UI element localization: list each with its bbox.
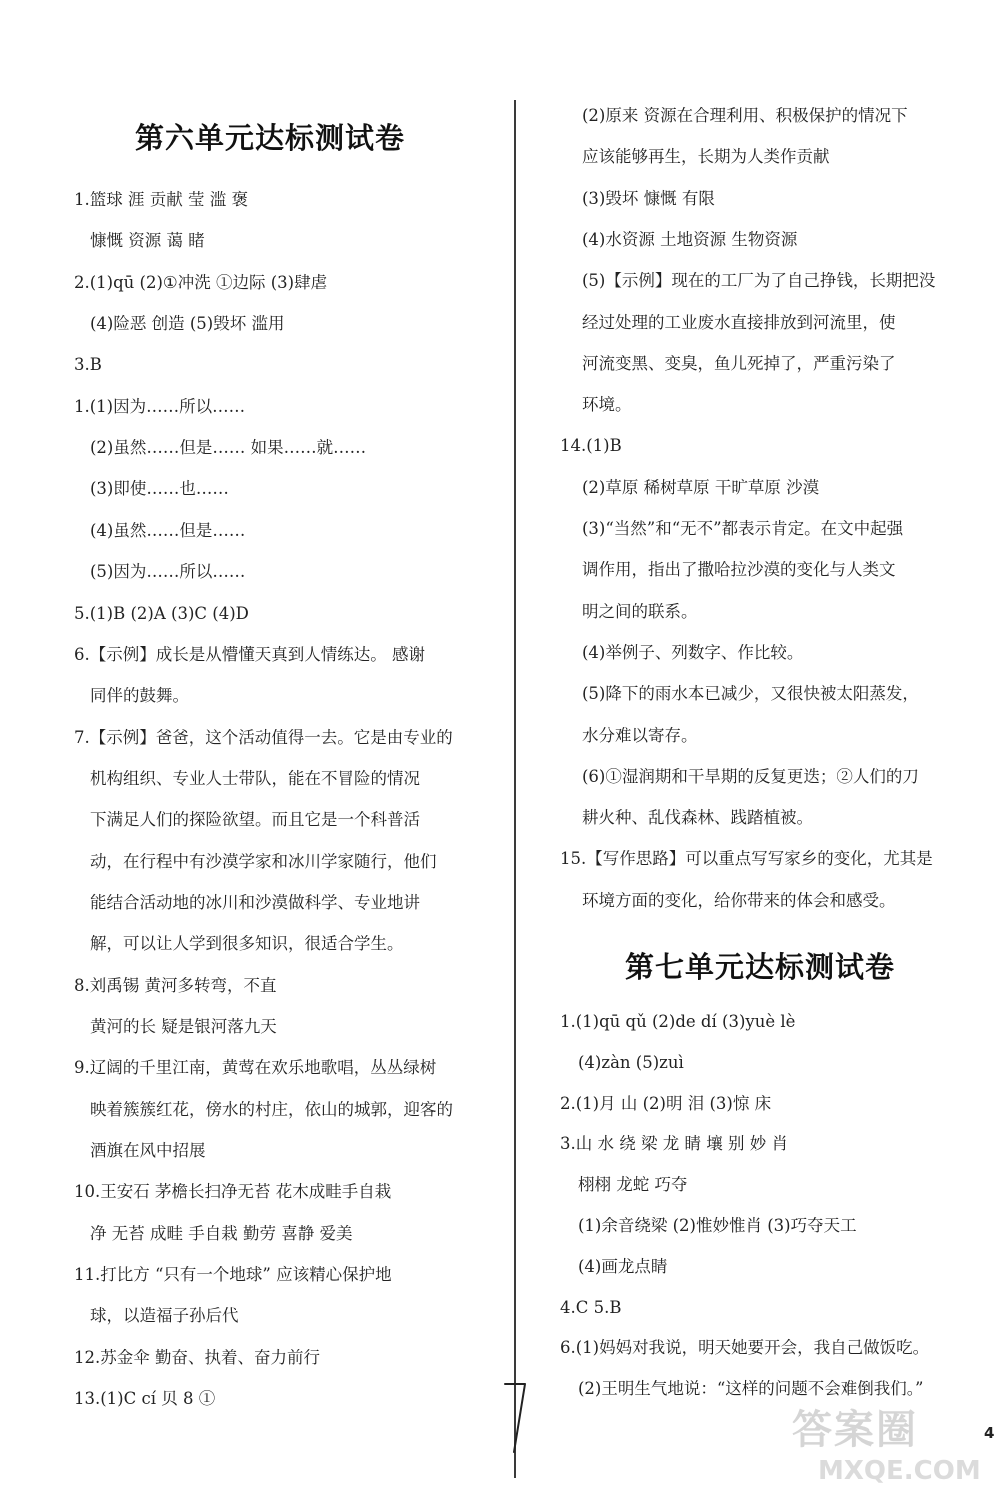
answer-line: (5)因为……所以…… [90,562,246,582]
answer-line: 14.(1)B [560,436,622,456]
answer-line: 9.辽阔的千里江南，黄莺在欢乐地歌唱，丛丛绿树 [74,1058,437,1078]
answer-line: (4)险恶 创造 (5)毁坏 滥用 [90,314,285,334]
unit-7-title: 第七单元达标测试卷 [625,950,896,984]
answer-line: 动，在行程中有沙漠学家和冰川学家随行，他们 [90,851,437,871]
handwritten-page-mark [499,1378,533,1458]
answer-line: 环境方面的变化，给你带来的体会和感受。 [582,890,896,910]
answer-line: 经过处理的工业废水直接排放到河流里，使 [582,312,896,332]
answer-line: 调作用，指出了撒哈拉沙漠的变化与人类文 [582,560,896,580]
answer-line: 6.【示例】成长是从懵懂天真到人情练达。 感谢 [74,644,425,664]
answer-line: 12.苏金伞 勤奋、执着、奋力前行 [74,1347,320,1367]
answer-line: 应该能够再生，长期为人类作贡献 [582,147,830,167]
unit-6-title: 第六单元达标测试卷 [135,121,406,155]
right-column [510,0,1000,1493]
answer-line: 净 无苔 成畦 手自栽 勤劳 喜静 爱美 [90,1223,353,1243]
answer-line: 2.(1)qū (2)①冲洗 ①边际 (3)肆虐 [74,272,328,292]
answer-line: 11.打比方 “只有一个地球” 应该精心保护地 [74,1265,392,1285]
watermark-url: MXQE.COM [818,1456,981,1486]
answer-line: (4)zàn (5)zuì [578,1052,684,1072]
answer-line: 1.篮球 涯 贡献 莹 滥 褒 [74,190,248,209]
answer-line: (2)草原 稀树草原 干旷草原 沙漠 [582,477,820,497]
answer-line: 机构组织、专业人士带队，能在不冒险的情况 [90,768,420,788]
answer-line: (2)虽然……但是…… 如果……就…… [90,438,367,458]
answer-line: 能结合活动地的冰川和沙漠做科学、专业地讲 [90,892,420,912]
answer-line: (2)原来 资源在合理利用、积极保护的情况下 [582,106,908,125]
answer-line: 映着簇簇红花，傍水的村庄，依山的城郭，迎客的 [90,1099,453,1119]
answer-line: 4.C 5.B [560,1297,622,1317]
answer-line: 1.(1)qū qǔ (2)de dí (3)yuè lè [560,1012,796,1031]
answer-line: 环境。 [582,395,632,415]
answer-line: (5)降下的雨水本已减少，又很快被太阳蒸发， [582,684,919,704]
answer-line: (4)水资源 土地资源 生物资源 [582,229,798,249]
answer-line: 6.(1)妈妈对我说，明天她要开会，我自己做饭吃。 [560,1338,930,1358]
answer-line: 2.(1)月 山 (2)明 泪 (3)惊 床 [560,1093,772,1113]
answer-line: (3)“当然”和“无不”都表示肯定。在文中起强 [582,519,904,538]
answer-line: (4)画龙点睛 [578,1256,668,1276]
answer-line: 8.刘禹锡 黄河多转弯，不直 [74,975,277,995]
answer-line: (1)余音绕梁 (2)惟妙惟肖 (3)巧夺天工 [578,1216,857,1235]
answer-line: (5)【示例】现在的工厂为了自己挣钱，长期把没 [582,271,936,291]
answer-line: 1.(1)因为……所以…… [74,396,246,416]
answer-line: 球，以造福子孙后代 [90,1306,239,1326]
answer-line: 解，可以让人学到很多知识，很适合学生。 [90,934,404,954]
watermark [792,1398,1000,1493]
answer-line: (3)毁坏 慷慨 有限 [582,188,715,208]
answer-line: 5.(1)B (2)A (3)C (4)D [74,603,249,623]
answer-line: 13.(1)C cí 贝 8 ① [74,1389,216,1409]
watermark-logo: 答案圈 [792,1407,918,1453]
answer-line: 栩栩 龙蛇 巧夺 [578,1175,688,1195]
answer-line: (3)即使……也…… [90,479,229,499]
answer-line: (2)王明生气地说：“这样的问题不会难倒我们。” [578,1379,924,1399]
answer-line: 下满足人们的探险欲望。而且它是一个科普活 [90,810,420,830]
answer-line: 慷慨 资源 蔼 睹 [90,231,205,251]
answer-line: 酒旗在风中招展 [90,1141,206,1161]
answer-line: 10.王安石 茅檐长扫净无苔 花木成畦手自栽 [74,1182,392,1202]
answer-line: 河流变黑、变臭，鱼儿死掉了，严重污染了 [582,353,896,373]
answer-line: 3.B [74,355,102,375]
answer-line: (4)举例子、列数字、作比较。 [582,642,804,662]
answer-line: 3.山 水 绕 梁 龙 睛 壤 别 妙 肖 [560,1134,788,1154]
answer-line: 15.【写作思路】可以重点写写家乡的变化，尤其是 [560,849,933,869]
answer-line: 7.【示例】爸爸，这个活动值得一去。它是由专业的 [74,727,453,747]
answer-line: (6)①湿润期和干旱期的反复更迭；②人们的刀 [582,766,919,786]
page-corner-number: 4 [984,1424,995,1442]
answer-line: (4)虽然……但是…… [90,520,246,540]
answer-line: 明之间的联系。 [582,601,698,621]
answer-line: 耕火种、乱伐森林、践踏植被。 [582,808,813,828]
answer-line: 黄河的长 疑是银河落九天 [90,1017,277,1036]
answer-line: 同伴的鼓舞。 [90,686,189,706]
answer-line: 水分难以寄存。 [582,725,698,745]
